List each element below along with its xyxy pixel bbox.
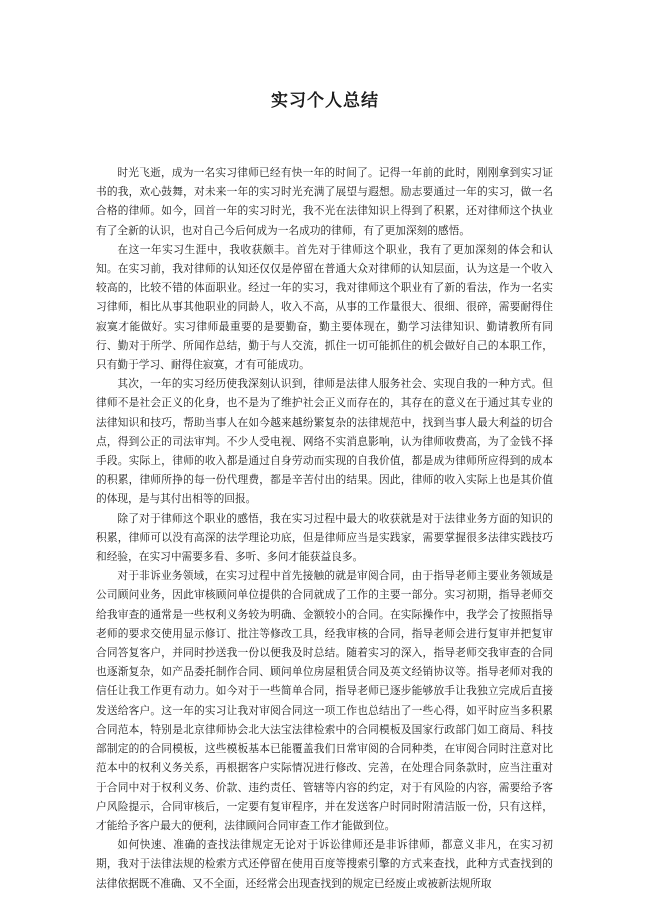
paragraph: 如何快速、准确的查找法律规定无论对于诉讼律师还是非诉律师，都意义非凡，在实习初期，我对于法律法规的检索方式还停留在使用百度等搜索引擎的方式来查找，此种方式查找到的法律依据既不准确、又不全面，还经常会出现查找到的规定已经废止或被新法规所取 <box>96 838 553 890</box>
paragraph: 除了对于律师这个职业的感悟，我在实习过程中最大的收获就是对于法律业务方面的知识的积累，律师可以没有高深的法学理论功底，但是律师应当是实践家，需要掌握很多法律实践技巧和经验，在实习中需要多看、多听、多问才能获益良多。 <box>96 511 553 564</box>
paragraph: 对于非诉业务领域，在实习过程中首先接触的就是审阅合同，由于指导老师主要业务领域是公司顾问业务，因此审核顾问单位提供的合同就成了工作的主要一部分。实习初期，指导老师交给我审查的通常是一些权利义务较为明确、金额较小的合同。在实际操作中，我学会了按照指导老师的要求交使用显示修订、批注等修改工具，经我审核的合同，指导老师会进行复审并把复审合同答复客户，并同时抄送我一份以便我及时总结。随着实习的深入，指导老师交我审查的合同也逐渐复杂，如产品委托制作合同、顾问单位房屋租赁合同及英文经销协议等。指导老师对我的信任让我工作更有动力。如今对于一些简单合同，指导老师已逐步能够放手让我独立完成后直接发送给客户。这一年的实习让我对审阅合同这一项工作也总结出了一些心得，如平时应当多积累合同范本，特别是北京律师协会北大法宝法律检索中的合同模板及国家行政部门如工商局、科技部制定的的合同模板，这些模板基本已能覆盖我们日常审阅的合同种类，在审阅合同时注意对比范本中的权利义务关系，再根据客户实际情况进行修改、完善，在处理合同条款时，应当注重对于合同中对于权利义务、价款、违约责任、管辖等内容的约定，对于有风险的内容，需要给予客户风险提示，合同审核后，一定要有复审程序，并在发送客户时同时附清洁版一份，只有这样，才能给予客户最大的便利，法律顾问合同审查工作才能做到位。 <box>96 569 553 832</box>
paragraph: 其次，一年的实习经历使我深刻认识到，律师是法律人服务社会、实现自我的一种方式。但律师不是社会正义的化身，也不是为了维护社会正义而存在的，其存在的意义在于通过其专业的法律知识和技巧，帮助当事人在如今越来越纷繁复杂的法律规范中，找到当事人最大利益的切合点，得到公正的司法审判。不少人受电视、网络不实消息影响，认为律师收费高，为了金钱不择手段。实际上，律师的收入都是通过自身劳动而实现的自我价值，都是成为律师所应得到的成本的积累，律师所挣的每一份代理费，都是辛苦付出的结果。因此，律师的收入实际上也是其价值的体现，是与其付出相等的回报。 <box>96 377 553 506</box>
document-body <box>96 163 553 893</box>
paragraph: 时光飞逝，成为一名实习律师已经有快一年的时间了。记得一年前的此时，刚刚拿到实习证书的我，欢心鼓舞，对未来一年的实习时光充满了展望与遐想。励志要通过一年的实习，做一名合格的律师。如今，回首一年的实习时光，我不光在法律知识上得到了积累，还对律师这个执业有了全新的认识，也对自己今后何成为一名成功的律师，有了更加深刻的感悟。 <box>96 166 553 237</box>
document-title: 实习个人总结 <box>271 91 379 111</box>
paragraph: 在这一年实习生涯中，我收获颇丰。首先对于律师这个职业，我有了更加深刻的体会和认知。在实习前，我对律师的认知还仅仅是停留在普通大众对律师的认知层面，认为这是一个收入较高的，比较不错的体面职业。经过一年的实习，我对律师这个职业有了新的看法，作为一名实习律师，相比从事其他职业的同龄人，收入不高，从事的工作量很大、很细、很碎，需要耐得住寂寞才能做好。实习律师最重要的是要勤奋，勤主要体现在，勤学习法律知识、勤请教所有同行、勤对于所学、所闻作总结，勤于与人交流，抓住一切可能抓住的机会做好自己的本职工作，只有勤于学习、耐得住寂寞，才有可能成功。 <box>96 242 553 372</box>
